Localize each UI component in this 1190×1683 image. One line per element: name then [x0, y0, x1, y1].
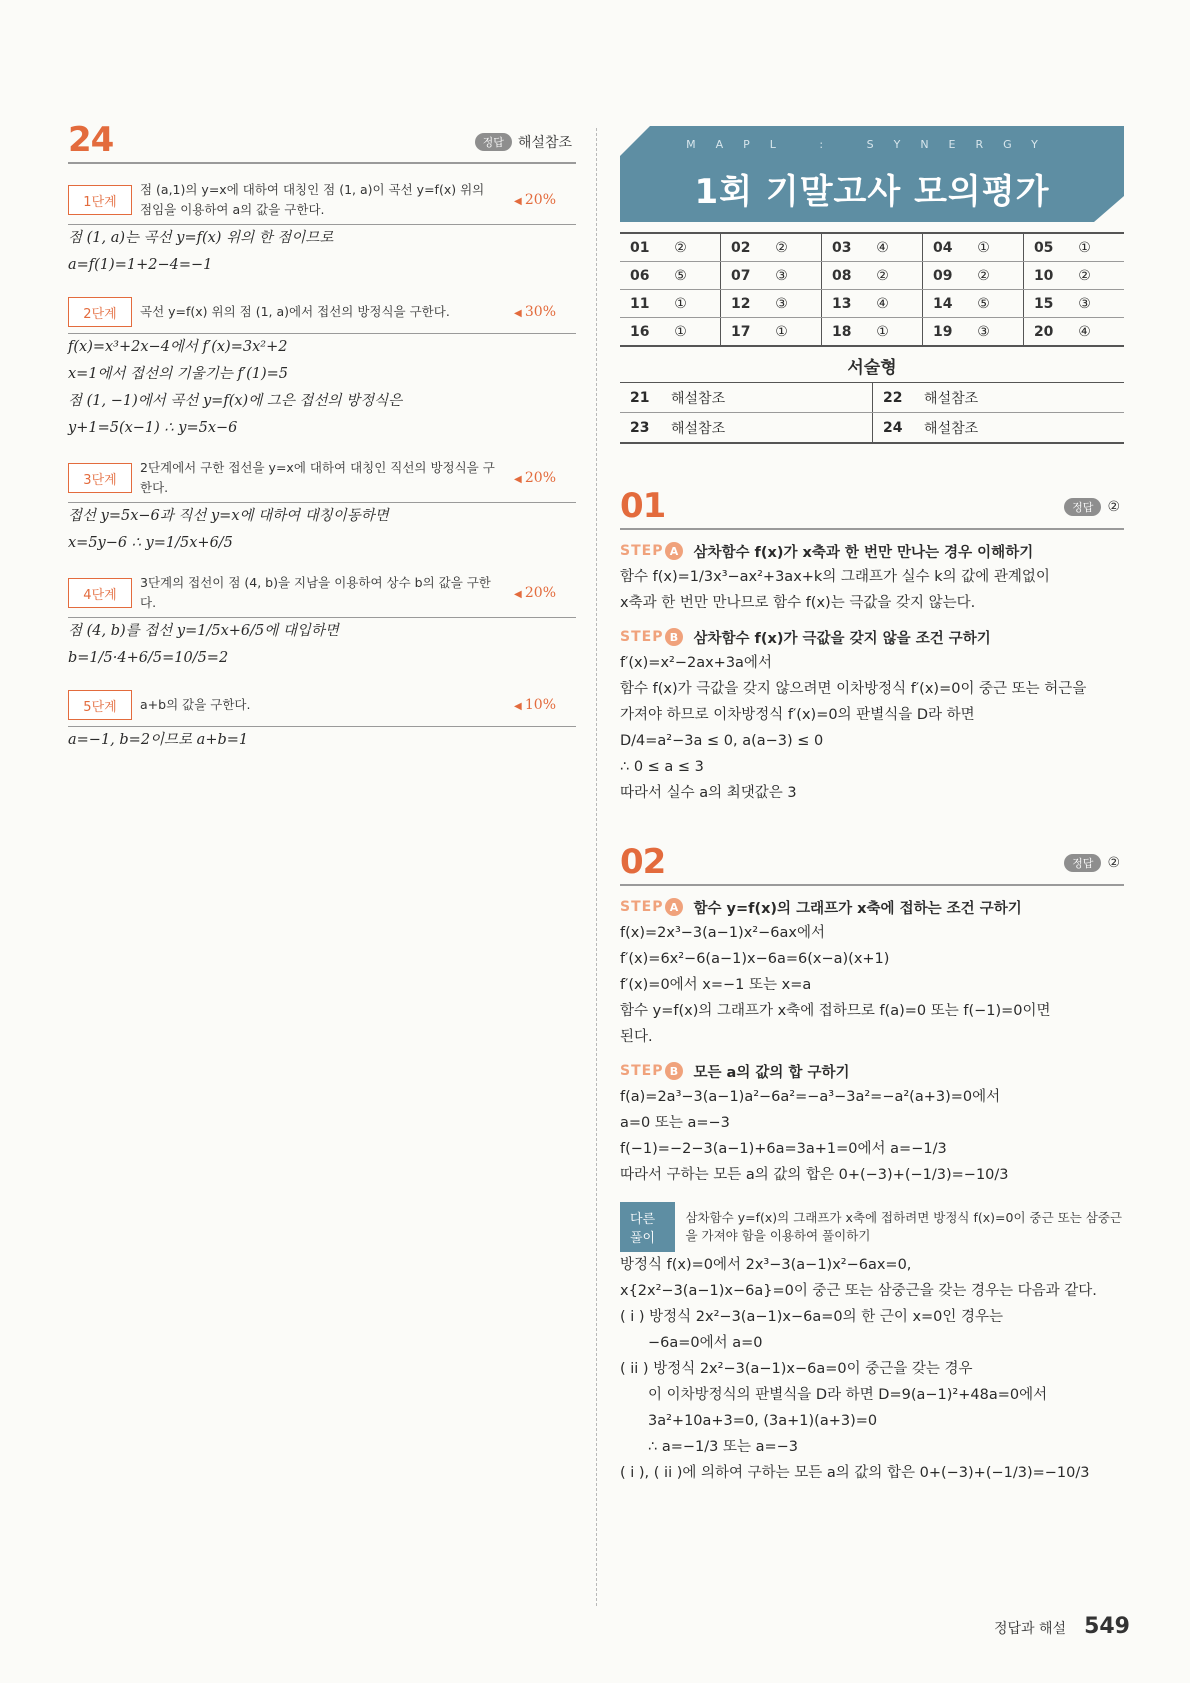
answer-value: ①	[967, 233, 1023, 262]
solution-line: f′(x)=0에서 x=−1 또는 x=a	[620, 977, 812, 993]
answer-value: 해설참조	[914, 413, 1124, 444]
case-line: 3a²+10a+3=0, (3a+1)(a+3)=0	[648, 1413, 878, 1429]
question-number: 18	[821, 318, 866, 347]
question-number: 19	[922, 318, 967, 347]
solution-line: y+1=5(x−1) ∴ y=5x−6	[68, 420, 238, 436]
conclusion-line: ( i ), ( ii )에 의하여 구하는 모든 a의 값의 합은 0+(−3)+(−1/3)=−10/3	[620, 1465, 1090, 1481]
answer-value: ①	[664, 318, 720, 347]
answer-badge: 정답	[1064, 498, 1101, 516]
solution-line: 점 (1, a)는 곡선 y=f(x) 위의 한 점이므로	[68, 230, 334, 246]
answer-badge: 정답	[475, 133, 512, 151]
solution-line: 가져야 하므로 이차방정식 f′(x)=0의 판별식을 D라 하면	[620, 707, 975, 723]
question-number: 04	[922, 233, 967, 262]
case-line: −6a=0에서 a=0	[648, 1335, 763, 1351]
answer-value: ④	[1068, 318, 1124, 347]
stage-label: 2단계	[68, 297, 132, 327]
stage-percent: ◀ 20%	[514, 470, 556, 486]
stage-description: 2단계에서 구한 접선을 y=x에 대하여 대칭인 직선의 방정식을 구한다.	[140, 460, 495, 495]
answer-value: 해설참조	[661, 383, 873, 413]
solution-line: f(x)=x³+2x−4에서 f′(x)=3x²+2	[68, 339, 288, 355]
alternative-solution-box	[620, 1202, 1124, 1252]
answer-indicator	[1064, 498, 1120, 516]
question-number: 07	[720, 262, 765, 290]
question-number: 20	[1023, 318, 1068, 347]
solution-line: 접선 y=5x−6과 직선 y=x에 대하여 대칭이동하면	[68, 508, 389, 524]
table-row	[620, 413, 1124, 444]
solution-line: 함수 f(x)=1/3x³−ax²+3ax+k의 그래프가 실수 k의 값에 관계없이	[620, 569, 1050, 585]
question-number: 22	[873, 383, 915, 413]
column-divider	[596, 128, 597, 1606]
solution-line: 된다.	[620, 1029, 653, 1045]
step-a-heading	[620, 894, 1124, 920]
solution-line: f(x)=2x³−3(a−1)x²−6ax에서	[620, 925, 825, 941]
solution-line: x축과 한 번만 만나므로 함수 f(x)는 극값을 갖지 않는다.	[620, 595, 976, 611]
answer-value: ①	[1068, 233, 1124, 262]
question-number: 05	[1023, 233, 1068, 262]
answer-value: ②	[866, 262, 922, 290]
stage-description: 3단계의 접선이 점 (4, b)을 지남을 이용하여 상수 b의 값을 구한다.	[140, 575, 491, 610]
exam-banner	[620, 118, 1124, 222]
question-number: 21	[620, 383, 661, 413]
right-column	[620, 118, 1124, 1486]
answer-value: ①	[765, 318, 821, 347]
question-number: 17	[720, 318, 765, 347]
essay-heading: 서술형	[620, 347, 1124, 383]
step-mark: STEP A	[620, 542, 683, 560]
case-line: 이 이차방정식의 판별식을 D라 하면 D=9(a−1)²+48a=0에서	[648, 1387, 1048, 1403]
problem-02-header	[620, 840, 1124, 886]
footer-text: 정답과 해설	[993, 1621, 1067, 1637]
answer-text: ②	[1107, 855, 1120, 871]
question-number: 14	[922, 290, 967, 318]
step-mark: STEP A	[620, 898, 683, 916]
stage-description: a+b의 값을 구한다.	[140, 697, 251, 712]
solution-line: 점 (1, −1)에서 곡선 y=f(x)에 그은 접선의 방정식은	[68, 393, 403, 409]
solution-line: a=f(1)=1+2−4=−1	[68, 257, 213, 273]
answer-text: 해설참조	[517, 135, 572, 151]
problem-number: 24	[68, 120, 114, 160]
answer-value: ④	[866, 290, 922, 318]
question-number: 06	[620, 262, 664, 290]
alt-label: 다른풀이	[620, 1202, 675, 1252]
step-b-heading	[620, 624, 1124, 650]
solution-line: x{2x²−3(a−1)x−6a}=0이 중근 또는 삼중근을 갖는 경우는 다음과 같다.	[620, 1283, 1097, 1299]
solution-line: f′(x)=x²−2ax+3a에서	[620, 655, 772, 671]
stage-description: 곡선 y=f(x) 위의 점 (1, a)에서 접선의 방정식을 구한다.	[140, 304, 450, 319]
answer-value: ⑤	[664, 262, 720, 290]
answer-value: ⑤	[967, 290, 1023, 318]
banner-subtitle: MAPL : SYNERGY	[686, 138, 1058, 151]
question-number: 03	[821, 233, 866, 262]
question-number: 16	[620, 318, 664, 347]
step-mark: STEP B	[620, 1062, 683, 1080]
stage-percent: ◀ 30%	[514, 304, 556, 320]
essay-table	[620, 383, 1124, 444]
answer-value: ②	[1068, 262, 1124, 290]
answer-value: ③	[967, 318, 1023, 347]
problem-number: 01	[620, 486, 666, 526]
stage-percent: ◀ 20%	[514, 192, 556, 208]
problem-24-header	[68, 118, 576, 164]
case-line: ∴ a=−1/3 또는 a=−3	[648, 1439, 798, 1455]
stage-label: 3단계	[68, 463, 132, 493]
step-title: 함수 y=f(x)의 그래프가 x축에 접하는 조건 구하기	[693, 900, 1022, 917]
answer-value: ①	[664, 290, 720, 318]
solution-line: f′(x)=6x²−6(a−1)x−6a=6(x−a)(x+1)	[620, 951, 890, 967]
table-row	[620, 318, 1124, 347]
answer-text: ②	[1107, 499, 1120, 515]
step-mark: STEP B	[620, 628, 683, 646]
question-number: 10	[1023, 262, 1068, 290]
answer-indicator	[475, 132, 572, 152]
answer-value: ②	[765, 233, 821, 262]
stage-3	[68, 454, 576, 503]
answer-value: 해설참조	[661, 413, 873, 444]
solution-line: f(−1)=−2−3(a−1)+6a=3a+1=0에서 a=−1/3	[620, 1141, 947, 1157]
answer-value: ③	[765, 290, 821, 318]
solution-line: a=−1, b=2이므로 a+b=1	[68, 732, 249, 748]
step-a-heading	[620, 538, 1124, 564]
table-row	[620, 290, 1124, 318]
solution-line: f(a)=2a³−3(a−1)a²−6a²=−a³−3a²=−a²(a+3)=0에서	[620, 1089, 1001, 1105]
stage-label: 5단계	[68, 690, 132, 720]
answer-table	[620, 232, 1124, 347]
answer-indicator	[1064, 854, 1120, 872]
case-line: ( i ) 방정식 2x²−3(a−1)x−6a=0의 한 근이 x=0인 경우는	[620, 1309, 1004, 1325]
table-row	[620, 262, 1124, 290]
stage-5	[68, 684, 576, 727]
solution-line: 함수 f(x)가 극값을 갖지 않으려면 이차방정식 f′(x)=0이 중근 또는 허근을	[620, 681, 1087, 697]
answer-value: ①	[866, 318, 922, 347]
step-b-heading	[620, 1058, 1124, 1084]
left-column	[68, 118, 576, 754]
solution-line: b=1/5·4+6/5=10/5=2	[68, 650, 229, 666]
stage-1	[68, 176, 576, 225]
answer-value: ②	[664, 233, 720, 262]
stage-percent: ◀ 20%	[514, 585, 556, 601]
stage-percent: ◀ 10%	[514, 697, 556, 713]
step-title: 모든 a의 값의 합 구하기	[693, 1064, 850, 1081]
solution-line: 함수 y=f(x)의 그래프가 x축에 접하므로 f(a)=0 또는 f(−1)=0이면	[620, 1003, 1051, 1019]
question-number: 15	[1023, 290, 1068, 318]
banner-title: 1회 기말고사 모의평가	[694, 172, 1050, 212]
stage-label: 4단계	[68, 578, 132, 608]
solution-line: 따라서 실수 a의 최댓값은 3	[620, 785, 797, 801]
step-title: 삼차함수 f(x)가 극값을 갖지 않을 조건 구하기	[693, 630, 991, 647]
solution-line: D/4=a²−3a ≤ 0, a(a−3) ≤ 0	[620, 733, 824, 749]
answer-value: ③	[1068, 290, 1124, 318]
problem-01-header	[620, 484, 1124, 530]
stage-description: 점 (a,1)의 y=x에 대하여 대칭인 점 (1, a)이 곡선 y=f(x) 위의 점임을 이용하여 a의 값을 구한다.	[140, 182, 485, 217]
answer-value: 해설참조	[914, 383, 1124, 413]
solution-line: ∴ 0 ≤ a ≤ 3	[620, 759, 704, 775]
step-title: 삼차함수 f(x)가 x축과 한 번만 만나는 경우 이해하기	[693, 544, 1034, 561]
question-number: 13	[821, 290, 866, 318]
stage-2	[68, 291, 576, 334]
table-row	[620, 383, 1124, 413]
question-number: 11	[620, 290, 664, 318]
solution-line: a=0 또는 a=−3	[620, 1115, 730, 1131]
question-number: 09	[922, 262, 967, 290]
solution-line: 방정식 f(x)=0에서 2x³−3(a−1)x²−6ax=0,	[620, 1257, 912, 1273]
problem-number: 02	[620, 842, 666, 882]
case-line: ( ii ) 방정식 2x²−3(a−1)x−6a=0이 중근을 갖는 경우	[620, 1361, 973, 1377]
question-number: 01	[620, 233, 664, 262]
page-footer	[994, 1614, 1130, 1639]
question-number: 24	[873, 413, 915, 444]
solution-line: x=5y−6 ∴ y=1/5x+6/5	[68, 535, 233, 551]
answer-value: ④	[866, 233, 922, 262]
answer-badge: 정답	[1064, 854, 1101, 872]
question-number: 23	[620, 413, 661, 444]
question-number: 02	[720, 233, 765, 262]
solution-line: x=1에서 접선의 기울기는 f′(1)=5	[68, 366, 289, 382]
alt-description: 삼차함수 y=f(x)의 그래프가 x축에 접하려면 방정식 f(x)=0이 중근 또는 삼중근을 가져야 함을 이용하여 풀이하기	[685, 1210, 1122, 1243]
stage-label: 1단계	[68, 185, 132, 215]
answer-value: ③	[765, 262, 821, 290]
solution-line: 점 (4, b)를 접선 y=1/5x+6/5에 대입하면	[68, 623, 339, 639]
question-number: 12	[720, 290, 765, 318]
table-row	[620, 233, 1124, 262]
answer-value: ②	[967, 262, 1023, 290]
stage-4	[68, 569, 576, 618]
question-number: 08	[821, 262, 866, 290]
solution-line: 따라서 구하는 모든 a의 값의 합은 0+(−3)+(−1/3)=−10/3	[620, 1167, 1009, 1183]
page-number: 549	[1084, 1614, 1130, 1639]
